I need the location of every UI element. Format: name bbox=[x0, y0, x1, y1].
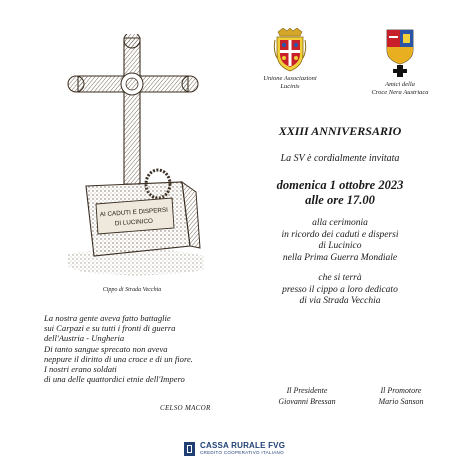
event-paragraph-ceremony bbox=[230, 218, 450, 264]
paragraph-line: presso il cippo a loro dedicato bbox=[282, 284, 398, 295]
memorial-cross-illustration bbox=[64, 34, 206, 280]
paragraph-line: di via Strada Vecchia bbox=[299, 296, 381, 307]
bank-subtitle: CREDITO COOPERATIVO ITALIANO bbox=[200, 450, 284, 455]
plaque-text-line2: DI LUCINICO bbox=[114, 217, 154, 228]
crest-croce-nera bbox=[360, 28, 440, 97]
poem-line: La nostra gente aveva fatto battaglie bbox=[44, 313, 171, 323]
poem-line: Di tanto sangue sprecato non aveva bbox=[44, 343, 168, 354]
poem-line: di una delle quattordici etnie dell'Impero bbox=[44, 374, 185, 385]
bank-name: CASSA RURALE FVG bbox=[200, 441, 286, 450]
shield-with-black-cross-icon bbox=[383, 28, 417, 78]
poem bbox=[44, 313, 244, 384]
poem-author: CELSO MACOR bbox=[160, 404, 211, 412]
poem-line: neppure il diritto di una croce e di un fiore. bbox=[44, 353, 193, 364]
paragraph-line: nella Prima Guerra Mondiale bbox=[282, 252, 398, 263]
paragraph-line: in ricordo dei caduti e dispersi bbox=[281, 229, 399, 240]
event-invite: La SV è cordialmente invitata bbox=[280, 153, 400, 164]
crest-label-line2: Lucinis bbox=[280, 83, 300, 90]
crest-unione-associazioni bbox=[255, 28, 325, 91]
paragraph-line: che si terrà bbox=[318, 273, 362, 283]
event-date bbox=[230, 178, 450, 208]
event-title: XXIII ANNIVERSARIO bbox=[278, 124, 402, 138]
paragraph-line: alla cerimonia bbox=[312, 218, 368, 228]
monument-caption: Cippo di Strada Vecchia bbox=[102, 287, 162, 293]
signature-promoter bbox=[356, 386, 446, 407]
poem-line: dell'Austria - Ungheria bbox=[44, 333, 125, 344]
poem-line: I nostri erano soldati bbox=[44, 364, 117, 375]
event-paragraph-location bbox=[230, 273, 450, 308]
bank-logo-icon bbox=[184, 442, 195, 456]
sponsor-logo bbox=[184, 441, 285, 456]
crest-label-line1: Amici della bbox=[385, 81, 415, 88]
coat-of-arms-icon bbox=[273, 28, 307, 72]
paragraph-line: di Lucinico bbox=[318, 241, 362, 252]
poem-line: sui Carpazi e su tutti i fronti di guerra bbox=[44, 323, 176, 334]
crest-label-line1: Unione Associazioni bbox=[263, 75, 317, 82]
plaque-text-line1: AI CADUTI E DISPERSI bbox=[99, 206, 169, 219]
signature-name: Mario Sanson bbox=[378, 396, 424, 406]
signature-president bbox=[262, 386, 352, 407]
crest-label-line2: Croce Nera Austriaca bbox=[371, 89, 429, 96]
signature-role: Il Promotore bbox=[380, 386, 422, 395]
event-time-line: alle ore 17.00 bbox=[305, 193, 375, 207]
event-date-line1: domenica 1 ottobre 2023 bbox=[276, 178, 404, 192]
signature-name: Giovanni Bressan bbox=[278, 396, 336, 406]
signature-role: Il Presidente bbox=[286, 386, 328, 395]
